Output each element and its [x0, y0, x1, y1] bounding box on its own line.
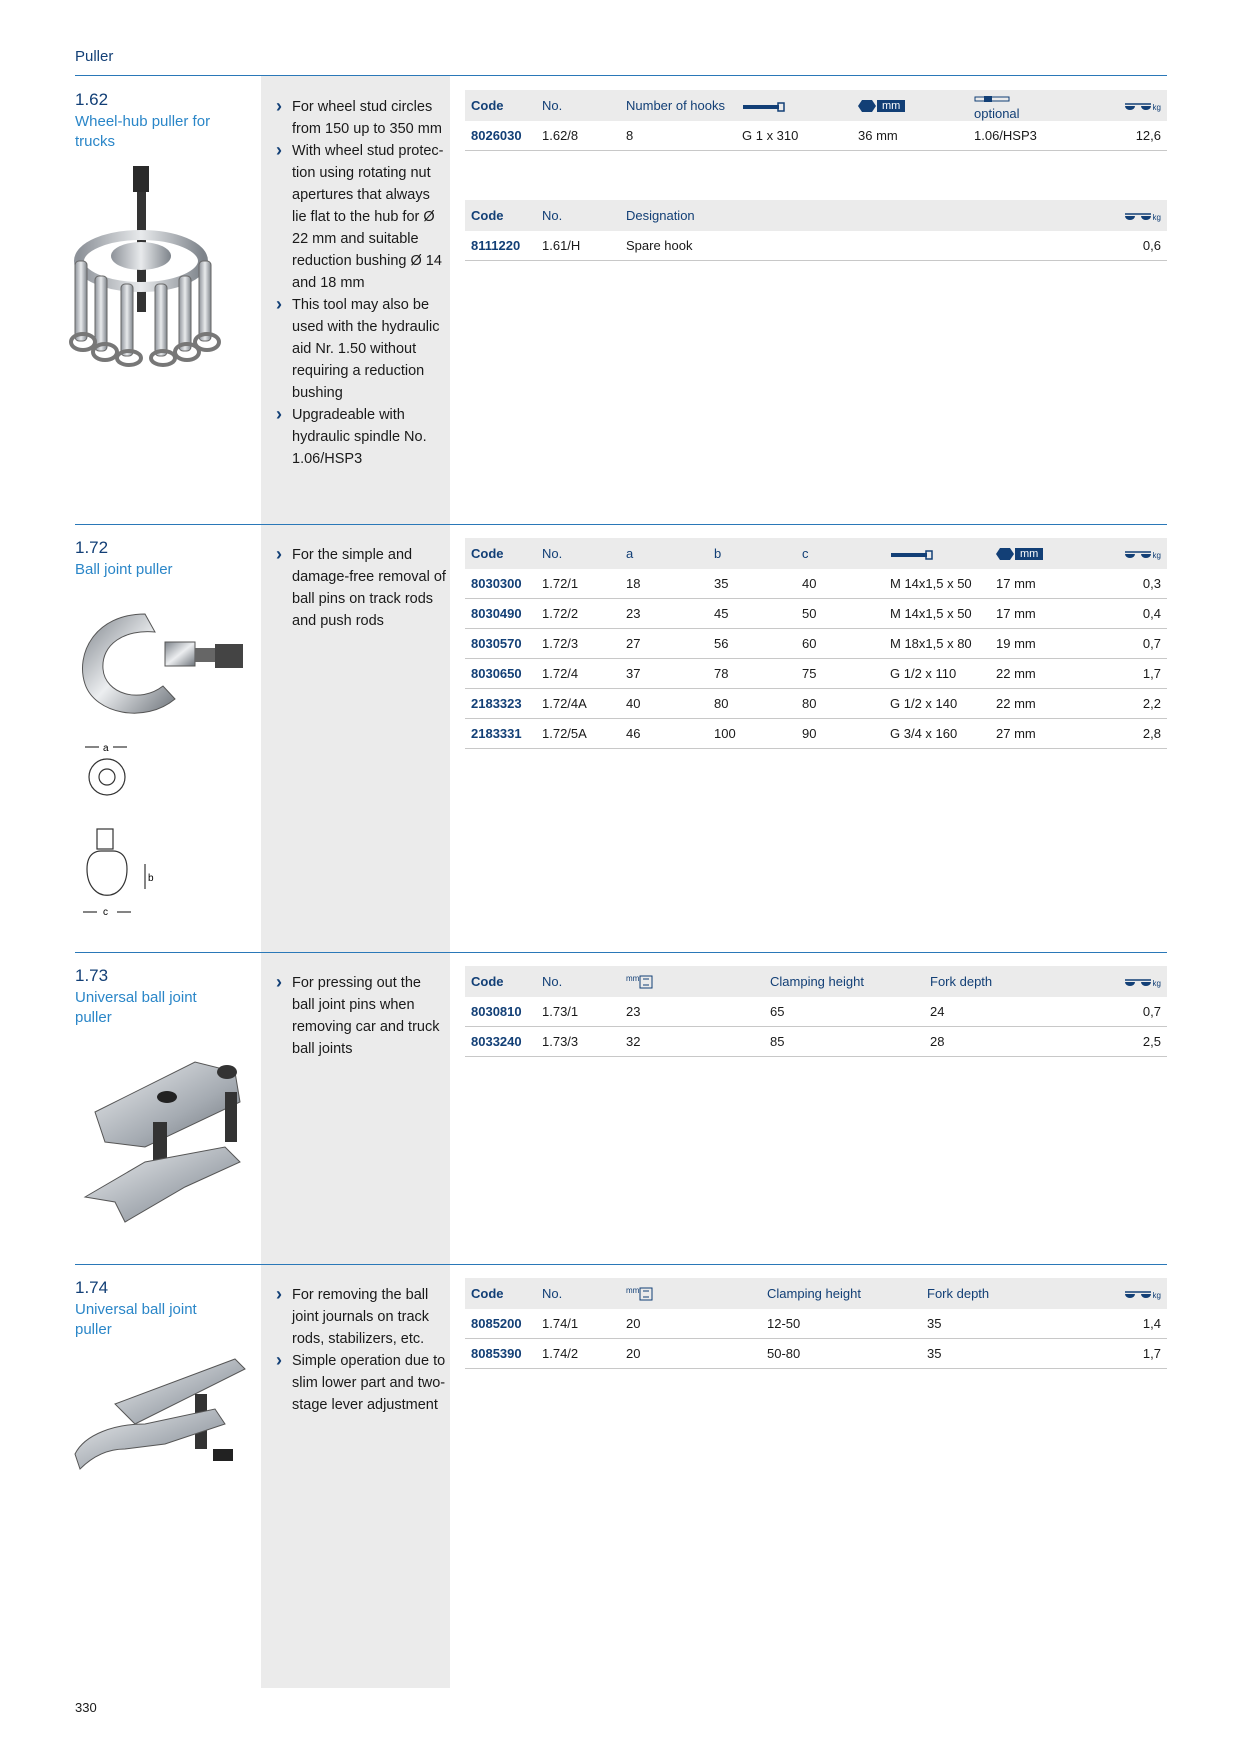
- cell-hex: 17 mm: [990, 569, 1100, 599]
- header-rule: [75, 75, 1167, 76]
- feature-item: › For removing the ball joint journals on track rods, stabilizers, etc.: [276, 1284, 446, 1350]
- cell-weight: 2,2: [1100, 689, 1167, 719]
- cell-code: 8085200: [465, 1309, 536, 1339]
- opening-unit: mm: [626, 973, 640, 983]
- header-weight: [1084, 966, 1167, 997]
- header-code: Code: [465, 200, 536, 231]
- cell-weight: 1,7: [1081, 1339, 1167, 1369]
- section-number: 1.62: [75, 90, 109, 109]
- cell-code: 2183323: [465, 689, 536, 719]
- cell-fork: 35: [921, 1309, 1081, 1339]
- header-fork-depth: Fork depth: [924, 966, 1084, 997]
- ball-joint-puller-image: [75, 604, 255, 724]
- section-title: Universal ball joint puller: [75, 989, 197, 1026]
- header-no: No.: [536, 538, 620, 569]
- table-row: [465, 719, 1167, 749]
- cell-optional: 1.06/HSP3: [968, 121, 1108, 151]
- cell-code: 8030490: [465, 599, 536, 629]
- header-designation: Designation: [620, 200, 1020, 231]
- scale-weight-icon: [1123, 1289, 1153, 1301]
- cell-code: 8030810: [465, 997, 536, 1027]
- cell-c: 80: [796, 689, 884, 719]
- table-row: [465, 231, 1167, 261]
- cell-thread: M 14x1,5 x 50: [884, 599, 990, 629]
- cell-thread: G 3/4 x 160: [884, 719, 990, 749]
- cell-no: 1.72/3: [536, 629, 620, 659]
- cell-no: 1.72/1: [536, 569, 620, 599]
- header-c: c: [796, 538, 884, 569]
- feature-item: › Simple operation due to slim lower part and two-stage lever adjustment: [276, 1350, 446, 1416]
- spec-table: [465, 538, 1167, 749]
- cell-weight: 0,3: [1100, 569, 1167, 599]
- cell-weight: 1,4: [1081, 1309, 1167, 1339]
- header-code: Code: [465, 538, 536, 569]
- cell-thread: M 18x1,5 x 80: [884, 629, 990, 659]
- cell-c: 75: [796, 659, 884, 689]
- table-header-row: [465, 966, 1167, 997]
- cell-opening: 20: [620, 1339, 761, 1369]
- cell-hex: 19 mm: [990, 629, 1100, 659]
- opening-unit: mm: [626, 1285, 640, 1295]
- section-title: Universal ball joint puller: [75, 1301, 197, 1338]
- cell-opening: 32: [620, 1027, 764, 1057]
- header-opening: [620, 966, 764, 997]
- section-rule: [75, 524, 1167, 525]
- section-title: Wheel-hub puller for trucks: [75, 113, 211, 150]
- feature-list: [276, 1284, 446, 1416]
- jaw-opening-icon: [639, 1287, 653, 1301]
- spec-table: [465, 90, 1167, 151]
- hex-unit-label: mm: [877, 100, 905, 112]
- feature-list: [276, 544, 446, 632]
- table-row: [465, 1027, 1167, 1057]
- scale-weight-icon: [1123, 101, 1153, 113]
- cell-no: 1.61/H: [536, 231, 620, 261]
- cell-c: 60: [796, 629, 884, 659]
- spec-table: [465, 966, 1167, 1057]
- weight-unit: kg: [1152, 979, 1161, 988]
- universal-ball-joint-puller-lever-image: [75, 1354, 255, 1474]
- spec-table: [465, 1278, 1167, 1369]
- cell-hex: 27 mm: [990, 719, 1100, 749]
- cell-code: 8030300: [465, 569, 536, 599]
- wheel-hub-puller-image: [75, 166, 225, 366]
- cell-a: 27: [620, 629, 708, 659]
- header-no: No.: [536, 966, 620, 997]
- weight-unit: kg: [1152, 551, 1161, 560]
- cell-fork: 35: [921, 1339, 1081, 1369]
- cell-fork: 28: [924, 1027, 1084, 1057]
- header-no: No.: [536, 200, 620, 231]
- scale-weight-icon: [1123, 211, 1153, 223]
- cell-weight: 0,4: [1100, 599, 1167, 629]
- table-row: [465, 599, 1167, 629]
- section-number: 1.74: [75, 1278, 109, 1297]
- page-header: Puller: [75, 48, 114, 65]
- header-opening: [620, 1278, 761, 1309]
- page-number: 330: [75, 1700, 97, 1715]
- cell-b: 56: [708, 629, 796, 659]
- dim-label-b: b: [148, 873, 154, 884]
- header-no: No.: [536, 1278, 620, 1309]
- header-thread: [884, 538, 990, 569]
- header-hex: [990, 538, 1100, 569]
- spindle-icon: [742, 102, 786, 112]
- header-hex: [852, 90, 968, 121]
- spare-parts-table: [465, 200, 1167, 261]
- scale-weight-icon: [1123, 549, 1153, 561]
- cell-weight: 2,5: [1084, 1027, 1167, 1057]
- hexagon-wrench-icon: [996, 547, 1014, 561]
- header-code: Code: [465, 90, 536, 121]
- cell-no: 1.72/5A: [536, 719, 620, 749]
- cell-no: 1.73/3: [536, 1027, 620, 1057]
- cell-code: 2183331: [465, 719, 536, 749]
- cell-a: 46: [620, 719, 708, 749]
- cell-weight: 1,7: [1100, 659, 1167, 689]
- cell-hooks: 8: [620, 121, 736, 151]
- cell-a: 23: [620, 599, 708, 629]
- universal-ball-joint-puller-image: [75, 1052, 245, 1222]
- dimension-diagram: [75, 739, 155, 918]
- section-number: 1.73: [75, 966, 109, 985]
- dim-label-a: a: [103, 743, 109, 754]
- hex-unit-label: mm: [1015, 548, 1043, 560]
- feature-item: › For the simple and damage-free removal of ball pins on track rods and push rods: [276, 544, 446, 632]
- cell-no: 1.72/4A: [536, 689, 620, 719]
- header-no: No.: [536, 90, 620, 121]
- weight-unit: kg: [1152, 213, 1161, 222]
- header-b: b: [708, 538, 796, 569]
- cell-fork: 24: [924, 997, 1084, 1027]
- cell-b: 100: [708, 719, 796, 749]
- table-row: [465, 121, 1167, 151]
- cell-clamping: 50-80: [761, 1339, 921, 1369]
- table-header-row: [465, 200, 1167, 231]
- cell-weight: 0,7: [1100, 629, 1167, 659]
- cell-c: 40: [796, 569, 884, 599]
- cell-thread: G 1/2 x 140: [884, 689, 990, 719]
- section-rule: [75, 1264, 1167, 1265]
- feature-list: [276, 96, 446, 470]
- weight-unit: kg: [1152, 1291, 1161, 1300]
- hydraulic-spindle-icon: [974, 95, 1014, 103]
- cell-b: 78: [708, 659, 796, 689]
- table-header-row: [465, 90, 1167, 121]
- header-clamping-height: Clamping height: [761, 1278, 921, 1309]
- cell-code: 8111220: [465, 231, 536, 261]
- header-weight: [1020, 200, 1167, 231]
- table-row: [465, 569, 1167, 599]
- cell-no: 1.72/2: [536, 599, 620, 629]
- cell-no: 1.62/8: [536, 121, 620, 151]
- cell-hex: 22 mm: [990, 659, 1100, 689]
- cell-thread: G 1 x 310: [736, 121, 852, 151]
- cell-b: 45: [708, 599, 796, 629]
- cell-hex: 22 mm: [990, 689, 1100, 719]
- cell-hex: 17 mm: [990, 599, 1100, 629]
- cell-thread: M 14x1,5 x 50: [884, 569, 990, 599]
- header-weight: [1100, 538, 1167, 569]
- feature-item: › For pressing out the ball joint pins when removing car and truck ball joints: [276, 972, 446, 1060]
- feature-item: › For wheel stud circles from 150 up to 350 mm: [276, 96, 446, 140]
- cell-thread: G 1/2 x 110: [884, 659, 990, 689]
- optional-label: optional: [974, 105, 1020, 121]
- cell-code: 8030650: [465, 659, 536, 689]
- cell-code: 8085390: [465, 1339, 536, 1369]
- table-header-row: [465, 538, 1167, 569]
- cell-no: 1.74/1: [536, 1309, 620, 1339]
- cell-hex: 36 mm: [852, 121, 968, 151]
- header-clamping-height: Clamping height: [764, 966, 924, 997]
- cell-clamping: 12-50: [761, 1309, 921, 1339]
- table-row: [465, 689, 1167, 719]
- table-row: [465, 1339, 1167, 1369]
- header-a: a: [620, 538, 708, 569]
- scale-weight-icon: [1123, 977, 1153, 989]
- feature-item: › This tool may also be used with the hydraulic aid Nr. 1.50 without requiring a reduction bushing: [276, 294, 446, 404]
- feature-item: › With wheel stud protec-tion using rotating nut apertures that always lie flat to the hub for Ø 22 mm and suitable reduction bushing Ø 14 and 18 mm: [276, 140, 446, 294]
- cell-c: 90: [796, 719, 884, 749]
- section-number: 1.72: [75, 538, 109, 557]
- table-row: [465, 997, 1167, 1027]
- hexagon-wrench-icon: [858, 99, 876, 113]
- cell-a: 18: [620, 569, 708, 599]
- cell-a: 40: [620, 689, 708, 719]
- table-header-row: [465, 1278, 1167, 1309]
- dim-label-c: c: [103, 907, 108, 918]
- header-thread: [736, 90, 852, 121]
- cell-c: 50: [796, 599, 884, 629]
- jaw-opening-icon: [639, 975, 653, 989]
- feature-list: [276, 972, 446, 1060]
- table-row: [465, 1309, 1167, 1339]
- cell-code: 8033240: [465, 1027, 536, 1057]
- cell-code: 8030570: [465, 629, 536, 659]
- header-weight: [1108, 90, 1167, 121]
- cell-clamping: 65: [764, 997, 924, 1027]
- section-title: Ball joint puller: [75, 561, 173, 578]
- cell-opening: 23: [620, 997, 764, 1027]
- cell-clamping: 85: [764, 1027, 924, 1057]
- header-code: Code: [465, 1278, 536, 1309]
- cell-weight: 0,7: [1084, 997, 1167, 1027]
- cell-b: 80: [708, 689, 796, 719]
- spindle-icon: [890, 550, 934, 560]
- header-code: Code: [465, 966, 536, 997]
- weight-unit: kg: [1152, 103, 1161, 112]
- cell-no: 1.73/1: [536, 997, 620, 1027]
- header-optional: [968, 90, 1108, 121]
- header-hooks: Number of hooks: [620, 90, 736, 121]
- header-weight: [1081, 1278, 1167, 1309]
- feature-item: › Upgradeable with hydraulic spindle No. 1.06/HSP3: [276, 404, 446, 470]
- cell-code: 8026030: [465, 121, 536, 151]
- cell-no: 1.74/2: [536, 1339, 620, 1369]
- cell-designation: Spare hook: [620, 231, 1020, 261]
- cell-b: 35: [708, 569, 796, 599]
- cell-weight: 12,6: [1108, 121, 1167, 151]
- table-row: [465, 629, 1167, 659]
- header-fork-depth: Fork depth: [921, 1278, 1081, 1309]
- table-row: [465, 659, 1167, 689]
- cell-weight: 2,8: [1100, 719, 1167, 749]
- cell-no: 1.72/4: [536, 659, 620, 689]
- cell-opening: 20: [620, 1309, 761, 1339]
- cell-a: 37: [620, 659, 708, 689]
- section-rule: [75, 952, 1167, 953]
- cell-weight: 0,6: [1020, 231, 1167, 261]
